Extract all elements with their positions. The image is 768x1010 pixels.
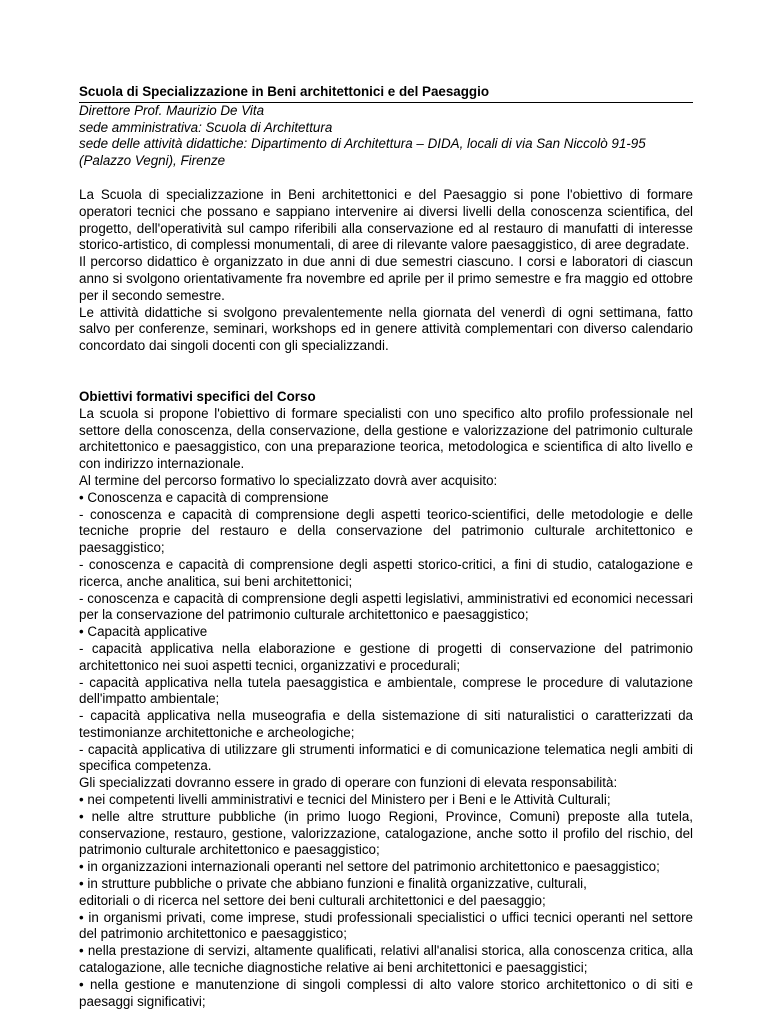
section-heading: Obiettivi formativi specifici del Corso xyxy=(79,388,316,404)
bullet-item: • nella prestazione di servizi, altamente qualificati, relativi all'analisi storica, alla conoscenza critica, alla catalogazione, alle tecniche diagnostiche relative ai beni architettonici e paesaggistici; xyxy=(79,943,693,976)
header-meta xyxy=(79,103,693,170)
intro-paragraph: Le attività didattiche si svolgono prevalentemente nella giornata del venerdì di ogni settimana, fatto salvo per conferenze, seminari, workshops ed in genere attività complementari con diverso calendario concordato dai singoli docenti con gli specializzandi. xyxy=(79,304,693,354)
teaching-seat-line: sede delle attività didattiche: Dipartimento di Architettura – DIDA, locali di via San Niccolò 91-95 (Palazzo Vegni), Firenze xyxy=(79,136,646,169)
document-page xyxy=(79,84,693,1010)
director-line: Direttore Prof. Maurizio De Vita xyxy=(79,102,265,118)
paragraph: Gli specializzati dovranno essere in grado di operare con funzioni di elevata responsabilità: xyxy=(79,775,618,791)
intro-paragraph: Il percorso didattico è organizzato in due anni di due semestri ciascuno. I corsi e laboratori di ciascun anno si svolgono orientativamente fra novembre ed aprile per il primo semestre e fra maggio ed ottobre per il secondo semestre. xyxy=(79,254,693,303)
dash-item: - conoscenza e capacità di comprensione degli aspetti storico-critici, a fini di studio, catalogazione e ricerca, anche analitica, sui beni architettonici; xyxy=(79,556,693,589)
paragraph: editoriali o di ricerca nel settore dei beni culturali architettonici e del paesaggio; xyxy=(79,892,546,908)
admin-seat-line: sede amministrativa: Scuola di Architettura xyxy=(79,119,333,135)
objectives-section xyxy=(79,389,693,1010)
dash-item: - capacità applicativa nella museografia e della sistemazione di siti naturalistici o caratterizzati da testimonianze architettoniche e archeologiche; xyxy=(79,708,693,740)
bullet-item: • Conoscenza e capacità di comprensione xyxy=(79,489,329,505)
dash-item: - capacità applicativa di utilizzare gli strumenti informatici e di comunicazione telematica negli ambiti di specifica competenza. xyxy=(79,741,693,774)
document-title: Scuola di Specializzazione in Beni architettonici e del Paesaggio xyxy=(79,84,693,103)
bullet-item: • Capacità applicative xyxy=(79,624,208,640)
dash-item: - capacità applicativa nella tutela paesaggistica e ambientale, comprese le procedure di valutazione dell'impatto ambientale; xyxy=(79,674,693,707)
bullet-item: • in strutture pubbliche o private che abbiano funzioni e finalità organizzative, culturali, xyxy=(79,876,587,892)
dash-item: - conoscenza e capacità di comprensione degli aspetti teorico-scientifici, delle metodologie e delle tecniche proprie del restauro e della conservazione del patrimonio culturale architettonico e paesaggistico; xyxy=(79,506,693,556)
bullet-item: • nelle altre strutture pubbliche (in primo luogo Regioni, Province, Comuni) preposte alla tutela, conservazione, restauro, gestione, valorizzazione, catalogazione, anche sotto il profilo del rischio, del patrimonio culturale architettonico e paesaggistico; xyxy=(79,808,693,858)
dash-item: - conoscenza e capacità di comprensione degli aspetti legislativi, amministrativi ed economici necessari per la conservazione del patrimonio culturale architettonico e paesaggistico; xyxy=(79,590,693,623)
bullet-item: • in organismi privati, come imprese, studi professionali specialistici o uffici tecnici operanti nel settore del patrimonio architettonico e paesaggistico; xyxy=(79,909,693,942)
bullet-item: • nei competenti livelli amministrativi e tecnici del Ministero per i Beni e le Attività Culturali; xyxy=(79,792,611,808)
intro-section xyxy=(79,187,693,355)
dash-item: - capacità applicativa nella elaborazione e gestione di progetti di conservazione del patrimonio architettonico nei suoi aspetti tecnici, organizzativi e procedurali; xyxy=(79,640,693,673)
bullet-item: • in organizzazioni internazionali operanti nel settore del patrimonio architettonico e paesaggistico; xyxy=(79,859,660,875)
paragraph: La scuola si propone l'obiettivo di formare specialisti con uno specifico alto profilo professionale nel settore della conoscenza, della conservazione, della gestione e valorizzazione del patrimonio culturale architettonico e paesaggistico, con una preparazione teorica, metodologica e scientifica di alto livello e con indirizzo internazionale. xyxy=(79,405,693,472)
bullet-item: • nella gestione e manutenzione di singoli complessi di alto valore storico architettonico o di siti e paesaggi significativi; xyxy=(79,976,693,1009)
paragraph: Al termine del percorso formativo lo specializzato dovrà aver acquisito: xyxy=(79,472,498,488)
intro-paragraph: La Scuola di specializzazione in Beni architettonici e del Paesaggio si pone l'obiettivo di formare operatori tecnici che possano e sappiano intervenire ai diversi livelli della conoscenza scientifica, del progetto, dell'operatività sul campo riferibili alla conservazione ed al restauro di manufatti di interesse storico-artistico, di complessi monumentali, di aree di rilevante valore paesaggistico, di aree degradate. xyxy=(79,186,693,253)
